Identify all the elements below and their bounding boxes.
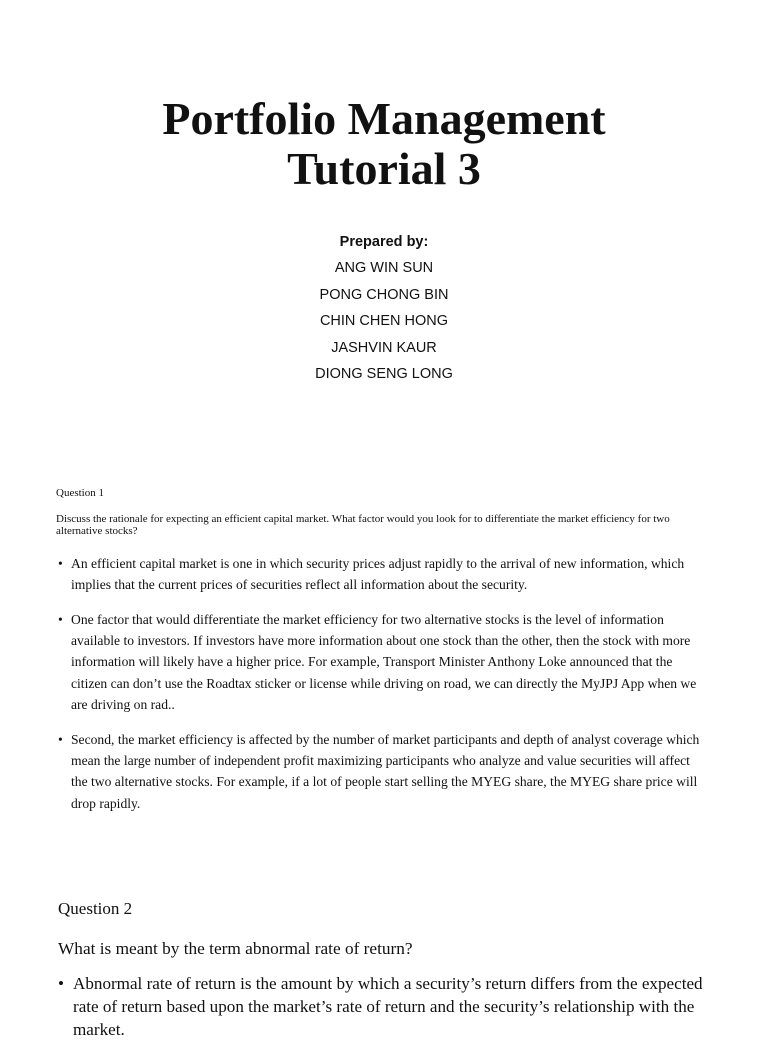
answer-text: One factor that would differentiate the market efficiency for two alternative stocks is the level of information available to investors. If investors have more information about one stock than the other, then the stock with more information will likely have a higher price. For example, Transport Minister Anthony Loke announced that the citizen can don’t use the Roadtax sticker or license while driving on road, we can directly the MyJPJ App when we are driving on rad..	[71, 612, 697, 712]
author-name: JASHVIN KAUR	[331, 339, 437, 356]
bullet-icon: •	[58, 612, 63, 627]
prepared-by-heading: Prepared by:	[339, 234, 429, 250]
author-name: DIONG SENG LONG	[315, 366, 453, 383]
question2-answer-item	[58, 972, 728, 1042]
answer-text: Abnormal rate of return is the amount by which a security’s return differs from the expected rate of return based upon the market’s rate of return and the security’s relationship with the market.	[73, 974, 703, 1040]
answer-text: An efficient capital market is one in which security prices adjust rapidly to the arrival of new information, which implies that the current prices of securities reflect all information about the security.	[71, 556, 685, 593]
question2-text: What is meant by the term abnormal rate of return?	[58, 939, 413, 958]
bullet-icon: •	[58, 974, 64, 993]
question1-answer-item	[58, 609, 708, 715]
question2-label: Question 2	[58, 899, 133, 918]
author-name: CHIN CHEN HONG	[319, 313, 449, 330]
question1-answer-item	[58, 729, 708, 814]
document-title-line1: Portfolio Management	[162, 93, 606, 144]
answer-text: Second, the market efficiency is affected by the number of market participants and depth of analyst coverage which mean the large number of independent profit maximizing participants who analyze and value securities will affect the two alternative stocks. For example, if a lot of people start selling the MYEG share, the MYEG share price will drop rapidly.	[71, 732, 700, 811]
bullet-icon: •	[58, 556, 63, 571]
question1-answer-item	[58, 553, 708, 595]
question1-text: Discuss the rationale for expecting an efficient capital market. What factor would you look for to differentiate the market efficiency for two alternative stocks?	[56, 513, 670, 537]
document-title-line2: Tutorial 3	[287, 143, 481, 194]
authors-block	[0, 229, 768, 387]
author-name: PONG CHONG BIN	[319, 286, 449, 303]
question1-label: Question 1	[56, 487, 104, 499]
author-name: ANG WIN SUN	[334, 260, 434, 277]
bullet-icon: •	[58, 732, 63, 747]
